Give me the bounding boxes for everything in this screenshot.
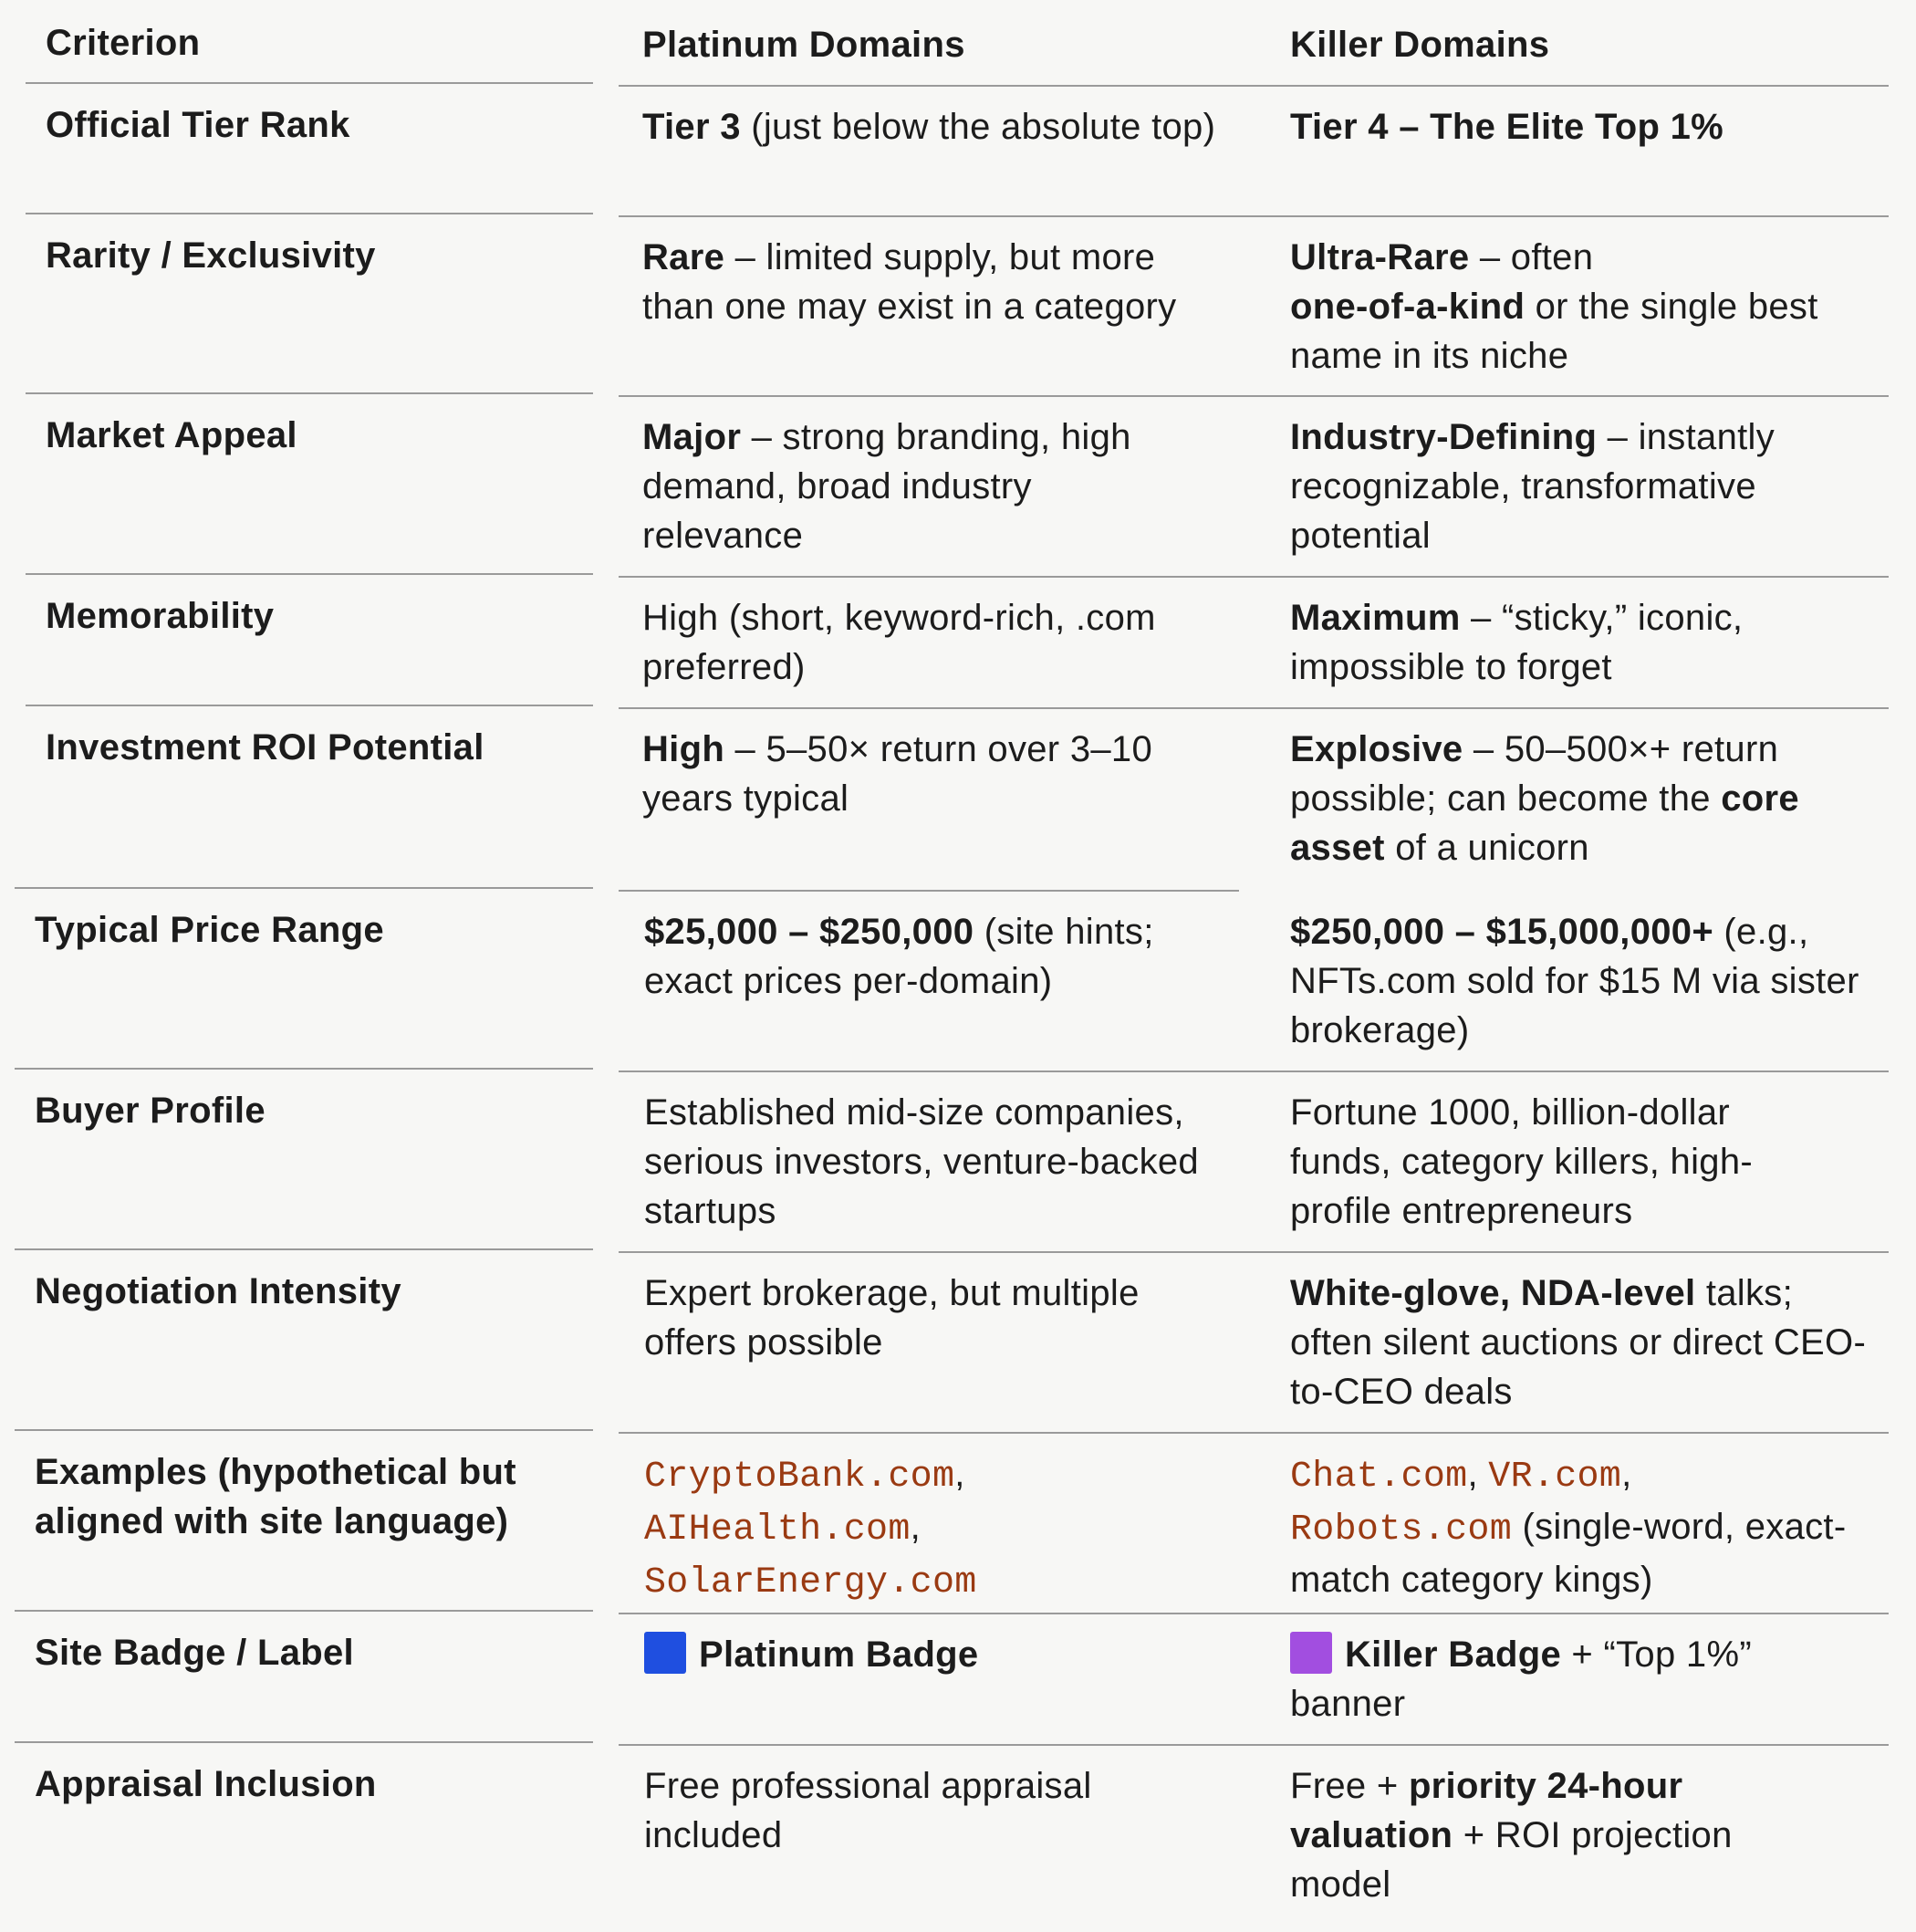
emphasis: Tier 3 (642, 107, 741, 147)
killer-cell (1290, 1088, 1828, 1236)
cell-text: (single-word, exact-match category kings) (1290, 1507, 1847, 1600)
divider (1239, 215, 1889, 217)
example-domain: CryptoBank.com (644, 1457, 955, 1498)
divider (1239, 1070, 1889, 1072)
emphasis: $25,000 – $250,000 (644, 912, 974, 952)
cell-text: + “Top 1%” banner (1290, 1634, 1752, 1724)
emphasis: Platinum Badge (699, 1634, 979, 1675)
platinum-cell (644, 1088, 1233, 1236)
platinum-cell (642, 725, 1208, 823)
emphasis: priority 24-hour valuation (1290, 1766, 1683, 1855)
cell-text: of a unicorn (1384, 828, 1589, 868)
divider (26, 392, 593, 394)
header-criterion: Criterion (46, 23, 201, 63)
example-domain: SolarEnergy.com (644, 1562, 977, 1603)
divider (26, 573, 593, 575)
divider (1239, 1613, 1889, 1614)
example-domain: VR.com (1488, 1457, 1622, 1498)
killer-badge-icon (1290, 1632, 1332, 1674)
cell-text: – often (1469, 237, 1594, 277)
criterion-label: Examples (hypothetical but aligned with site language) (35, 1452, 516, 1541)
killer-cell (1290, 1630, 1838, 1728)
divider (619, 215, 1239, 217)
cell-text: or the single best name in its niche (1290, 287, 1818, 376)
platinum-cell (644, 1269, 1210, 1367)
killer-cell (1290, 1269, 1874, 1416)
platinum-badge-icon (644, 1632, 686, 1674)
emphasis: Rare (642, 237, 725, 277)
divider (619, 1432, 1239, 1434)
divider (15, 1610, 593, 1612)
platinum-cell (642, 593, 1226, 692)
divider (619, 576, 1239, 578)
cell-text: Fortune 1000, billion-dollar funds, category killers, high-profile entrepreneurs (1290, 1092, 1754, 1231)
header-killer: Killer Domains (1290, 25, 1550, 65)
divider (619, 85, 1239, 87)
divider (1239, 576, 1889, 578)
header-platinum: Platinum Domains (642, 25, 965, 65)
divider (1239, 1744, 1889, 1746)
example-domain: AIHealth.com (644, 1509, 911, 1551)
emphasis: High (642, 729, 725, 769)
divider (1239, 1251, 1889, 1253)
cell-text: – limited supply, but more than one may exist in a category (642, 237, 1177, 327)
platinum-cell (642, 102, 1226, 151)
criterion-label: Buyer Profile (35, 1091, 266, 1131)
emphasis: Industry-Defining (1290, 417, 1598, 457)
cell-text: – 5–50× return over 3–10 years typical (642, 729, 1153, 819)
cell-text: Free + (1290, 1766, 1409, 1806)
separator: , (1467, 1454, 1478, 1494)
cell-text: – instantly recognizable, transformative potential (1290, 417, 1775, 556)
cell-text: Free professional appraisal included (644, 1766, 1092, 1855)
separator: , (1621, 1454, 1632, 1494)
emphasis: $250,000 – $15,000,000+ (1290, 912, 1714, 952)
cell-text: (just below the absolute top) (740, 107, 1216, 147)
cell-text: – 50–500×+ return possible; can become the (1290, 729, 1779, 819)
divider (1239, 395, 1889, 397)
example-domain: Robots.com (1290, 1509, 1513, 1551)
divider (1239, 85, 1889, 87)
divider (15, 1068, 593, 1070)
divider (619, 1251, 1239, 1253)
cell-text: (site hints; exact prices per-domain) (644, 912, 1154, 1001)
emphasis: Tier 4 – The Elite Top 1% (1290, 107, 1724, 147)
criterion-label: Memorability (46, 596, 275, 636)
divider (619, 707, 1239, 709)
killer-cell (1290, 1449, 1883, 1604)
killer-cell (1290, 1761, 1838, 1909)
platinum-cell (644, 907, 1228, 1006)
divider (15, 1741, 593, 1743)
divider (15, 1429, 593, 1431)
cell-text: High (short, keyword-rich, .com preferred) (642, 598, 1156, 687)
separator: , (954, 1454, 965, 1494)
killer-cell (1290, 725, 1874, 872)
example-domain: Chat.com (1290, 1457, 1468, 1498)
divider (26, 705, 593, 706)
cell-text: – “sticky,” iconic, impossible to forget (1290, 598, 1744, 687)
separator: , (910, 1507, 922, 1547)
criterion-label: Appraisal Inclusion (35, 1764, 377, 1804)
criterion-label: Official Tier Rank (46, 105, 350, 145)
criterion-label: Rarity / Exclusivity (46, 235, 376, 276)
platinum-cell (642, 233, 1226, 331)
criterion-label: Market Appeal (46, 415, 297, 455)
divider (619, 1744, 1239, 1746)
divider (26, 82, 593, 84)
cell-text: Established mid-size companies, serious investors, venture-backed startups (644, 1092, 1199, 1231)
platinum-cell (642, 413, 1190, 560)
cell-text: Expert brokerage, but multiple offers possible (644, 1273, 1140, 1363)
emphasis: one-of-a-kind (1290, 287, 1526, 327)
divider (1239, 707, 1889, 709)
divider (619, 1613, 1239, 1614)
killer-cell (1290, 233, 1883, 381)
emphasis: Explosive (1290, 729, 1463, 769)
criterion-label: Typical Price Range (35, 910, 384, 950)
cell-text: (e.g., NFTs.com sold for $15 M via sister brokerage) (1290, 912, 1859, 1050)
killer-cell (1290, 413, 1838, 560)
killer-cell (1290, 907, 1883, 1055)
criterion-label: Negotiation Intensity (35, 1271, 401, 1311)
cell-text: – strong branding, high demand, broad industry relevance (642, 417, 1131, 556)
cell-text: + ROI projection model (1290, 1815, 1733, 1905)
divider (15, 1248, 593, 1250)
divider (619, 395, 1239, 397)
platinum-cell (644, 1761, 1173, 1860)
criterion-label: Site Badge / Label (35, 1633, 354, 1673)
killer-cell (1290, 102, 1874, 151)
divider (619, 1070, 1239, 1072)
emphasis: White-glove, NDA-level (1290, 1273, 1696, 1313)
emphasis: core asset (1290, 778, 1799, 868)
divider (619, 890, 1239, 892)
divider (15, 887, 593, 889)
cell-text: talks; often silent auctions or direct CEO-to-CEO deals (1290, 1273, 1867, 1412)
emphasis: Major (642, 417, 742, 457)
killer-cell (1290, 593, 1838, 692)
emphasis: Killer Badge (1345, 1634, 1561, 1675)
divider (26, 213, 593, 214)
emphasis: Ultra-Rare (1290, 237, 1470, 277)
emphasis: Maximum (1290, 598, 1461, 638)
platinum-cell (644, 1630, 1228, 1679)
divider (1239, 1432, 1889, 1434)
platinum-cell (644, 1449, 1228, 1608)
criterion-label: Investment ROI Potential (46, 727, 484, 768)
